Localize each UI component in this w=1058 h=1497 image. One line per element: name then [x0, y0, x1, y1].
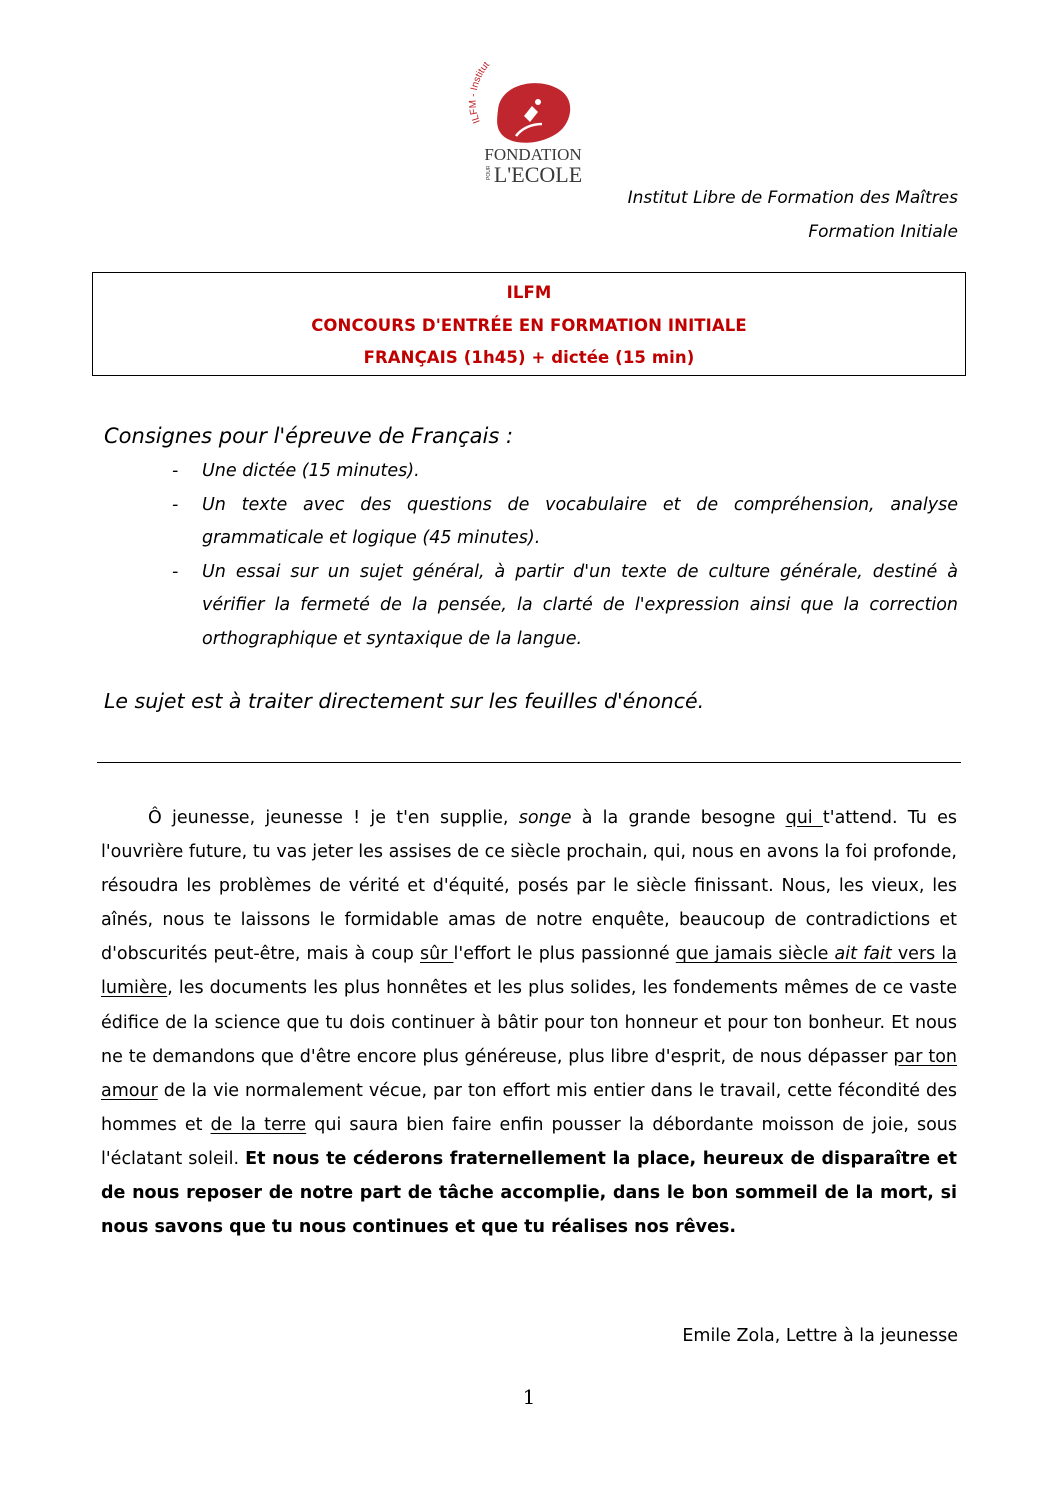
dash-bullet: - [172, 561, 179, 582]
signature: Emile Zola, Lettre à la jeunesse [682, 1326, 958, 1346]
consignes-heading: Consignes pour l'épreuve de Français : [104, 424, 514, 448]
dash-bullet: - [172, 494, 179, 515]
title-line-concours: CONCOURS D'ENTRÉE EN FORMATION INITIALE [311, 316, 747, 335]
logo-line2: L'ECOLE [493, 162, 583, 186]
logo-arc-text: ILFM - Institut [468, 62, 492, 125]
logo-small-text: POUR [486, 165, 492, 180]
title-line-francais: FRANÇAIS (1h45) + dictée (15 min) [363, 348, 695, 367]
horizontal-rule [97, 762, 961, 763]
zola-passage [101, 801, 957, 1244]
consigne-item: - Un texte avec des questions de vocabulaire et de compréhension, analyse grammaticale et logique (45 minutes). [172, 489, 958, 556]
sujet-instruction: Le sujet est à traiter directement sur les feuilles d'énoncé. [104, 689, 705, 713]
exam-title-box [92, 272, 966, 376]
institute-subtitle: Formation Initiale [808, 222, 958, 242]
fondation-ecole-logo [468, 62, 598, 186]
title-line-ilfm: ILFM [506, 283, 552, 302]
passage-paragraph: Ô jeunesse, jeunesse ! je t'en supplie, songe à la grande besogne qui t'attend. Tu es l'ouvrière future, tu vas jeter les assises de ce siècle prochain, qui, nous en avons la foi profonde, résoudra les problèmes de vérité et d'équité, posés par le siècle finissant. Nous, les vieux, les aînés, nous te laissons le formidable amas de notre enquête, beaucoup de contradictions et d'obscurités peut-être, mais à coup sûr l'effort le plus passionné que jamais siècle ait fait vers la lumière, les documents les plus honnêtes et les plus solides, les fondements mêmes de ce vaste édifice de la science que tu dois continuer à bâtir pour ton honneur et pour ton bonheur. Et nous ne te demandons que d'être encore plus généreuse, plus libre d'esprit, de nous dépasser par ton amour de la vie normalement vécue, par ton effort mis entier dans le travail, cette fécondité des hommes et de la terre qui saura bien faire enfin pousser la débordante moisson de joie, sous l'éclatant soleil. Et nous te céderons fraternellement la place, heureux de disparaître et de nous reposer de notre part de tâche accomplie, dans le bon sommeil de la mort, si nous savons que tu nous continues et que tu réalises nos rêves. [101, 808, 958, 1238]
consignes-list [172, 455, 958, 656]
consigne-item: - Un essai sur un sujet général, à partir d'un texte de culture générale, destiné à vérifier la fermeté de la pensée, la clarté de l'expression ainsi que la correction orthographique et syntaxique de la langue. [172, 556, 958, 657]
dash-bullet: - [172, 461, 179, 481]
logo-line1: FONDATION [484, 145, 582, 164]
page-number: 1 [522, 1385, 536, 1409]
consigne-item: - Une dictée (15 minutes). [172, 455, 958, 489]
institute-name: Institut Libre de Formation des Maîtres [627, 188, 958, 208]
